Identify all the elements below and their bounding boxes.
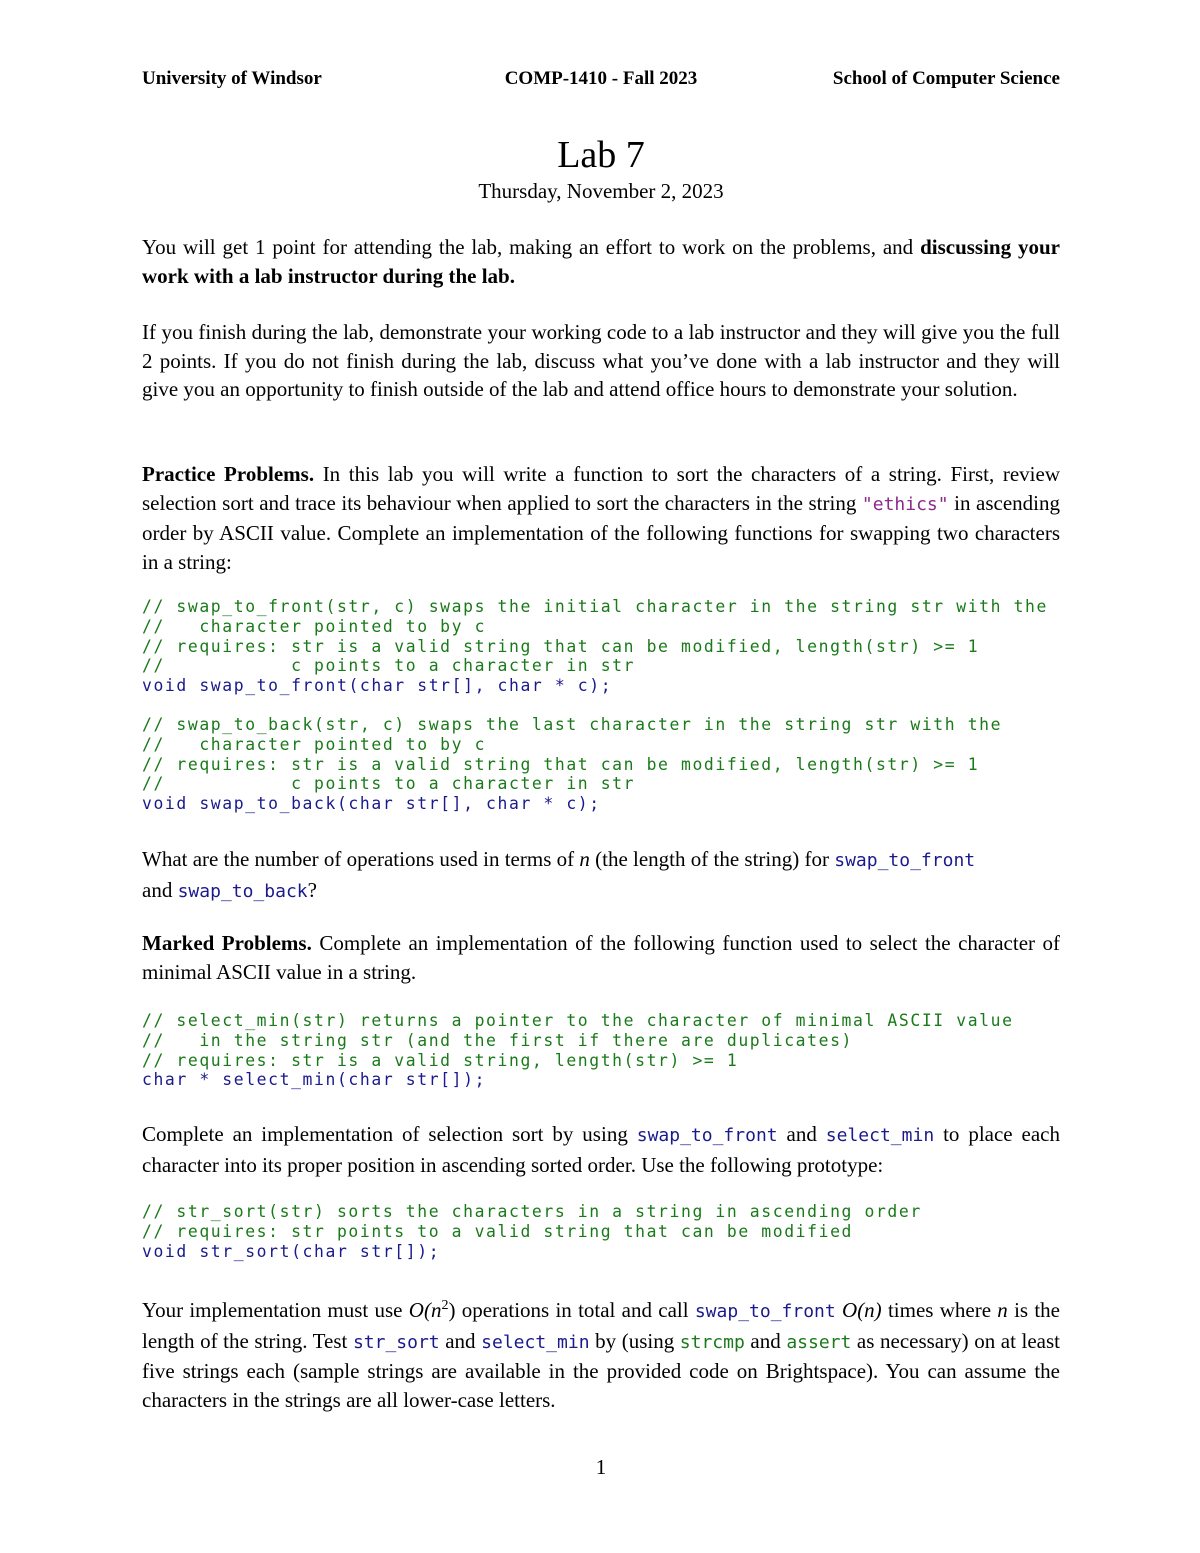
sel-text: Complete an implementation of selection sort by using bbox=[142, 1122, 637, 1146]
code-comment: // requires: str is a valid string, length(str) >= 1 bbox=[142, 1050, 739, 1070]
code-block-swap-to-back bbox=[142, 715, 1082, 814]
math-big-o: O bbox=[408, 1298, 424, 1322]
code-function-name: swap_to_front bbox=[199, 676, 349, 696]
math-arg: (n bbox=[423, 1298, 442, 1322]
header-course: COMP-1410 - Fall 2023 bbox=[504, 68, 698, 89]
question-paragraph bbox=[142, 845, 1060, 906]
inline-code-select-min: select_min bbox=[481, 1331, 590, 1353]
code-keyword: void bbox=[142, 1241, 188, 1261]
inline-code-swap-to-front: swap_to_front bbox=[636, 1125, 778, 1146]
math-n: n bbox=[997, 1298, 1008, 1322]
intro-text: You will get 1 point for attending the lab, making an effort to work on the problems, and bbox=[142, 235, 921, 259]
code-comment: // requires: str points to a valid string that can be modified bbox=[142, 1221, 854, 1241]
code-comment: // str_sort(str) sorts the characters in a string in ascending order bbox=[142, 1202, 922, 1221]
practice-text-a: In this lab you will write a function to sort the characters of a string. First, review selection sort and trace its behaviour when applied to sort the characters in the string bbox=[142, 462, 1060, 515]
practice-paragraph bbox=[142, 460, 1060, 576]
final-text: Your implementation must use bbox=[142, 1298, 409, 1322]
code-comment: // requires: str is a valid string that can be modified, length(str) >= 1 bbox=[142, 754, 980, 774]
math-big-o: O bbox=[842, 1298, 858, 1322]
page-header bbox=[142, 68, 1060, 94]
practice-text-b: in ascending order by ASCII value. Complete an implementation of the following functions for swapping two characters in a string: bbox=[142, 490, 1060, 574]
inline-code-swap-to-back: swap_to_back bbox=[177, 880, 308, 902]
final-text: times where bbox=[881, 1298, 998, 1322]
marked-text: Complete an implementation of the following function used to select the character of minimal ASCII value in a string. bbox=[142, 931, 1061, 984]
math-exponent: 2 bbox=[441, 1298, 449, 1313]
code-comment: // swap_to_front(str, c) swaps the initial character in the string str with the bbox=[142, 597, 1048, 616]
practice-heading: Practice Problems. bbox=[142, 462, 315, 486]
inline-code-select-min: select_min bbox=[825, 1125, 935, 1146]
final-text: is the length of the string. Test bbox=[142, 1298, 1060, 1353]
inline-code-str-sort: str_sort bbox=[352, 1331, 440, 1353]
code-comment: // requires: str is a valid string that can be modified, length(str) >= 1 bbox=[142, 636, 980, 656]
code-comment: // in the string str (and the first if there are duplicates) bbox=[142, 1030, 854, 1050]
code-function-name: str_sort bbox=[199, 1241, 292, 1261]
code-pointer: * bbox=[187, 1070, 223, 1090]
intro-bold-text: discussing your work with a lab instructor during the lab. bbox=[142, 235, 1060, 288]
code-params: (char str[]); bbox=[291, 1241, 441, 1261]
question-text: (the length of the string) for bbox=[589, 847, 835, 871]
math-close: ) bbox=[448, 1298, 456, 1322]
math-n: n bbox=[579, 847, 590, 871]
question-text: and bbox=[142, 877, 178, 902]
string-literal-ethics: "ethics" bbox=[861, 493, 949, 515]
intro-paragraph-1 bbox=[142, 233, 1060, 290]
code-comment: // character pointed to by c bbox=[142, 616, 487, 636]
code-function-name: swap_to_back bbox=[199, 794, 337, 814]
code-keyword: void bbox=[142, 676, 188, 696]
final-paragraph bbox=[142, 1292, 1060, 1414]
inline-code-swap-to-front: swap_to_front bbox=[694, 1301, 836, 1322]
document-date: Thursday, November 2, 2023 bbox=[478, 179, 724, 203]
inline-code-swap-to-front: swap_to_front bbox=[834, 850, 976, 871]
code-comment: // swap_to_back(str, c) swaps the last character in the string str with the bbox=[142, 715, 1003, 734]
question-text: ? bbox=[307, 877, 317, 902]
code-block-swap-to-front bbox=[142, 597, 1082, 696]
code-comment: // c points to a character in str bbox=[142, 656, 636, 676]
code-params: (char str[], char * c); bbox=[336, 794, 601, 814]
header-school: School of Computer Science bbox=[832, 68, 1060, 89]
final-text: and bbox=[744, 1328, 787, 1353]
code-comment: // select_min(str) returns a pointer to the character of minimal ASCII value bbox=[142, 1011, 1014, 1030]
header-university: University of Windsor bbox=[142, 68, 322, 89]
code-comment: // c points to a character in str bbox=[142, 774, 636, 794]
question-text: What are the number of operations used in terms of bbox=[142, 847, 580, 871]
math-arg: (n) bbox=[857, 1298, 882, 1322]
marked-heading: Marked Problems. bbox=[142, 931, 312, 955]
code-block-select-min bbox=[142, 1011, 1082, 1090]
code-block-str-sort bbox=[142, 1202, 1082, 1261]
sel-text: and bbox=[777, 1122, 826, 1146]
sel-text: to place each character into its proper position in ascending sorted order. Use the following prototype: bbox=[142, 1122, 1060, 1177]
final-text: and bbox=[439, 1328, 482, 1353]
marked-paragraph bbox=[142, 929, 1060, 986]
final-text: operations in total and call bbox=[455, 1298, 695, 1322]
code-params: (char str[], char * c); bbox=[348, 676, 613, 696]
page-number: 1 bbox=[595, 1455, 607, 1479]
selection-sort-paragraph bbox=[142, 1120, 1060, 1179]
code-function-name: select_min bbox=[222, 1070, 337, 1090]
final-text: by (using bbox=[589, 1328, 680, 1353]
code-keyword: char bbox=[142, 1070, 188, 1090]
inline-code-assert: assert bbox=[786, 1331, 852, 1353]
code-keyword: void bbox=[142, 794, 188, 814]
inline-code-strcmp: strcmp bbox=[679, 1331, 745, 1353]
intro-paragraph-2: If you finish during the lab, demonstrate your working code to a lab instructor and they will give you the full 2 points. If you do not finish during the lab, discuss what you’ve done with a lab instructor and they will give you an opportunity to finish outside of the lab and attend office hours to demonstrate your solution. bbox=[142, 320, 1060, 401]
code-params: (char str[]); bbox=[336, 1070, 487, 1090]
document-title: Lab 7 bbox=[557, 134, 645, 176]
code-comment: // character pointed to by c bbox=[142, 734, 487, 754]
final-text: as necessary) on at least five strings each (sample strings are available in the provided code on Brightspace). You can assume the characters in the strings are all lower-case letters. bbox=[142, 1328, 1061, 1412]
